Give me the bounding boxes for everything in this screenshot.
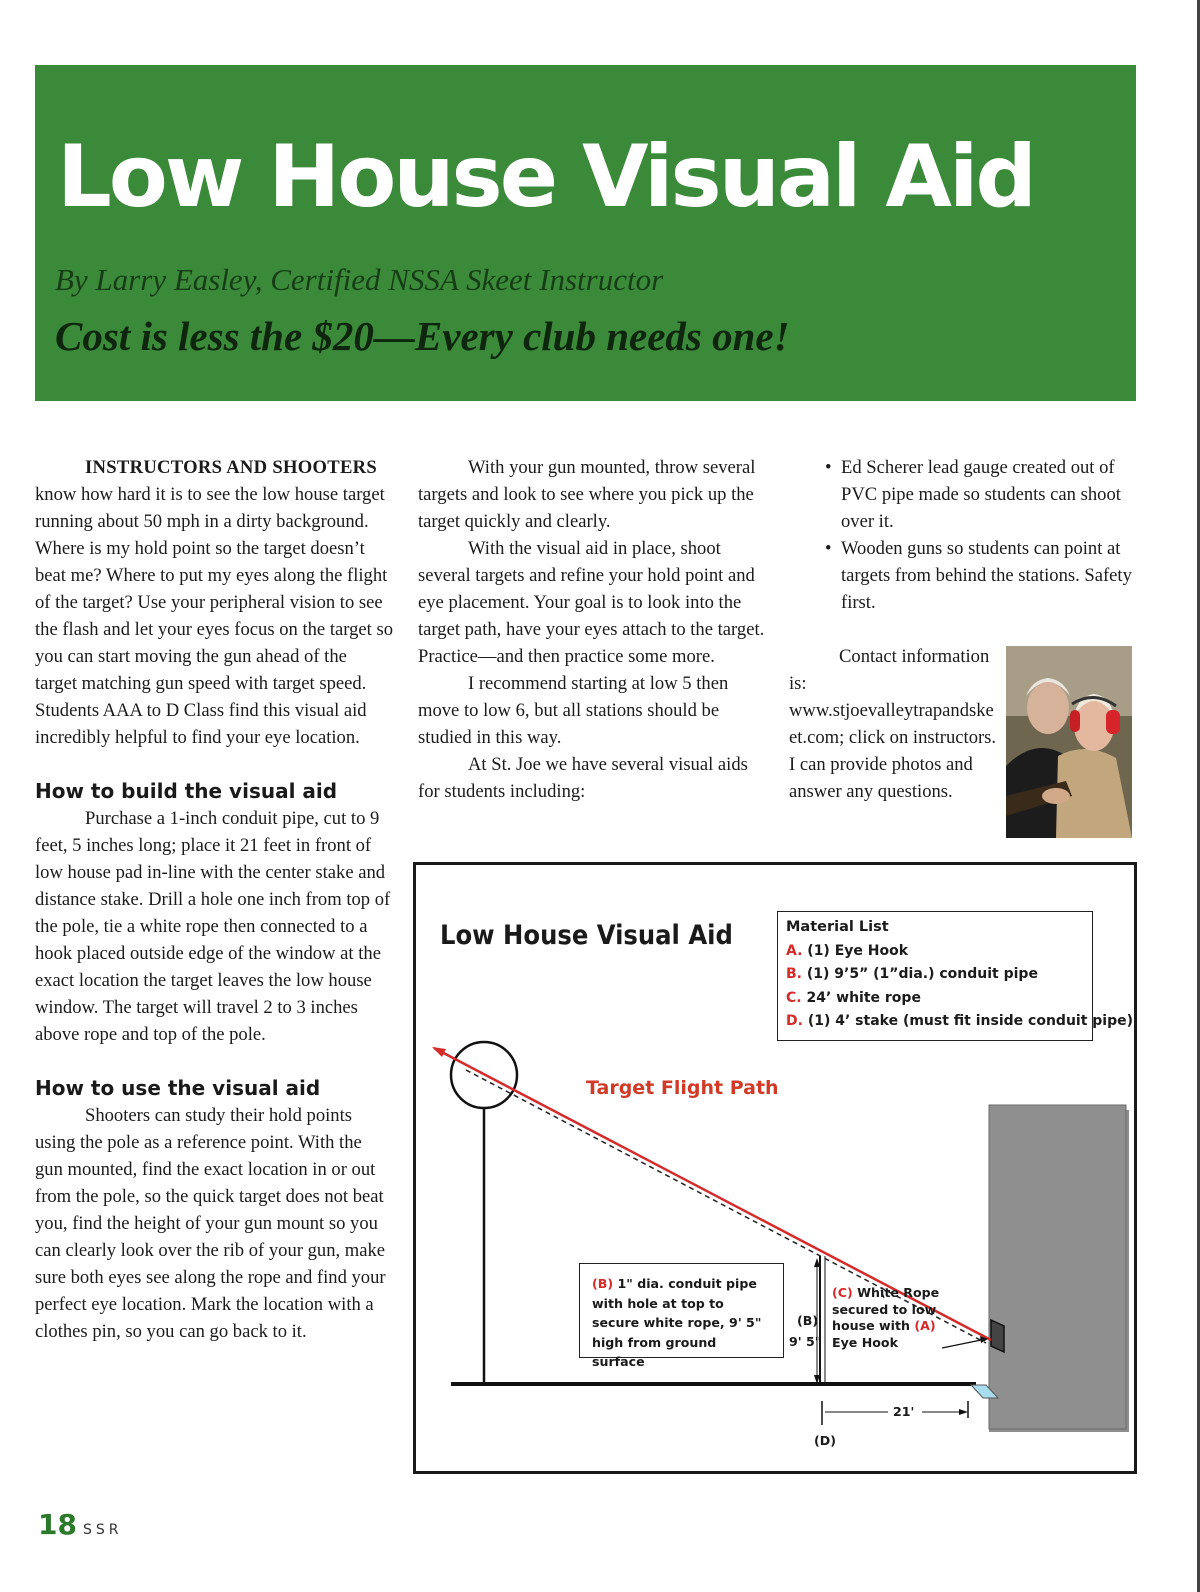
- byline: By Larry Easley, Certified NSSA Skeet Instructor: [55, 262, 664, 297]
- distance-arrow: [959, 1409, 968, 1415]
- paragraph: With your gun mounted, throw several targets and look to see where you pick up the target quickly and clearly.: [418, 457, 756, 532]
- use-paragraph: Shooters can study their hold points using the pole as a reference point. With the gun mounted, find the exact location in or out from the pole, so the quick target does not beat you, find the height of your gun mount so you can clearly look over the rib of your gun, make sure both eyes see along the rope and find your perfect eye location. Mark the location with a clothes pin, so you can go back to it.: [35, 1105, 386, 1342]
- flight-arrowhead: [432, 1047, 446, 1057]
- visual-aids-list: [825, 454, 1135, 616]
- instructor-photo-illustration: [1006, 646, 1132, 838]
- build-heading: How to build the visual aid: [35, 779, 338, 803]
- height-value: 9' 5": [789, 1334, 822, 1349]
- column-3: [825, 454, 1135, 616]
- pipe-callout: (B) 1" dia. conduit pipe with hole at top to secure white rope, 9' 5" high from ground surface: [579, 1263, 784, 1358]
- list-item: • Ed Scherer lead gauge created out of PVC pipe made so students can shoot over it.: [825, 454, 1135, 535]
- rope-callout: (C) White Rope secured to low house with (A) Eye Hook: [832, 1285, 940, 1350]
- page-footer: [38, 1508, 122, 1541]
- material-item: B. (1) 9’5” (1”dia.) conduit pipe: [786, 966, 1038, 982]
- diagram-title: Low House Visual Aid: [440, 920, 733, 951]
- material-list: [777, 911, 1134, 1041]
- stake-mark: (D): [814, 1433, 836, 1448]
- article-title: Low House Visual Aid: [57, 127, 1034, 227]
- distance-label: 21': [893, 1404, 915, 1419]
- paragraph: At St. Joe we have several visual aids for students including:: [418, 754, 748, 802]
- visual-aid-diagram: [413, 862, 1137, 1474]
- material-item: A. (1) Eye Hook: [786, 942, 909, 959]
- title-banner: [35, 65, 1136, 401]
- lead-in: INSTRUCTORS AND SHOOTERS: [85, 457, 378, 478]
- house-window: [991, 1320, 1004, 1352]
- column-1: [35, 454, 393, 1345]
- list-item: • Wooden guns so students can point at targets from behind the stations. Safety first.: [825, 535, 1135, 616]
- page-number: 18: [38, 1508, 77, 1541]
- flight-path-label: Target Flight Path: [586, 1077, 779, 1099]
- column-2: [418, 454, 768, 805]
- material-item: C. 24’ white rope: [786, 989, 921, 1006]
- low-house-face: [989, 1105, 1126, 1429]
- contact-block: [789, 643, 997, 805]
- paragraph: I recommend starting at low 5 then move to low 6, but all stations should be studied in this way.: [418, 673, 729, 748]
- hook-pointer: [942, 1339, 986, 1348]
- material-item: D. (1) 4’ stake (must fit inside conduit pipe): [786, 1013, 1134, 1029]
- build-paragraph: Purchase a 1-inch conduit pipe, cut to 9 feet, 5 inches long; place it 21 feet in front of low house pad in-line with the center stake and distance stake. Drill a hole one inch from top of the pole, tie a white rope then connected to a hook placed outside edge of the window at the exact location the target leaves the low house window. The target will travel 2 to 3 inches above rope and top of the pole.: [35, 808, 391, 1045]
- instructor-photo: [1006, 646, 1132, 838]
- intro-paragraph: INSTRUCTORS AND SHOOTERS know how hard it is to see the low house target running about 50 mph in a dirty background. Where is my hold point so the target doesn’t beat me? Where to put my eyes along the flight of the target? Use your peripheral vision to see the flash and let your eyes focus on the target so you can start moving the gun ahead of the target matching gun speed with target speed. Students AAA to D Class find this visual aid incredibly helpful to find your eye location.: [35, 457, 394, 748]
- magazine-name: SSR: [82, 1522, 123, 1538]
- paragraph: With the visual aid in place, shoot several targets and refine your hold point and eye placement. Your goal is to look into the target path, have your eyes attach to the target. Practice—and then practice some more.: [418, 538, 765, 667]
- use-heading: How to use the visual aid: [35, 1076, 321, 1100]
- height-mark: (B): [797, 1313, 819, 1328]
- material-list-heading: Material List: [786, 919, 889, 935]
- tagline: Cost is less the $20—Every club needs one!: [55, 313, 790, 359]
- contact-paragraph: Contact information is: www.stjoevalleytrapandskeet.com; click on instructors. I can provide photos and answer any questions.: [789, 646, 997, 802]
